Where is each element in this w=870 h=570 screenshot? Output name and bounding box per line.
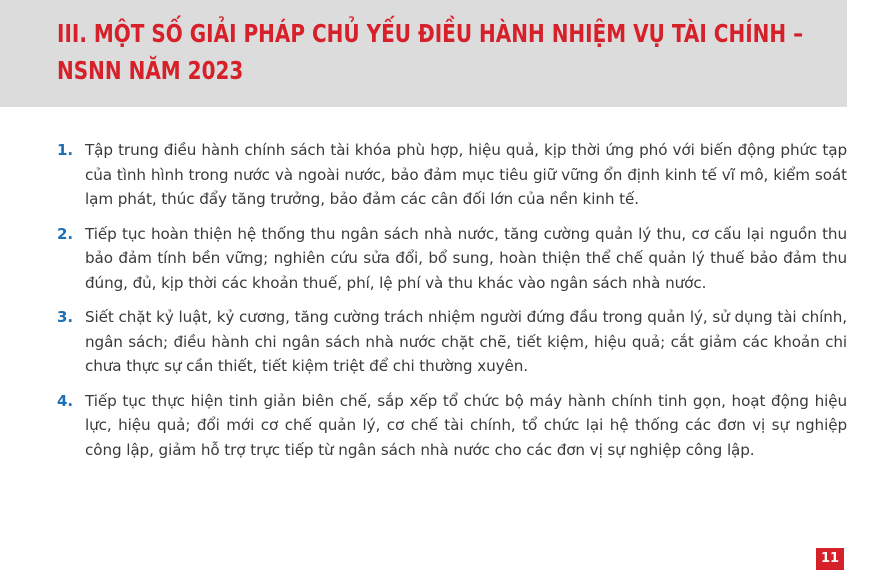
item-text: Tiếp tục thực hiện tinh giản biên chế, sắp xếp tổ chức bộ máy hành chính tinh gọn, hoạt động hiệu lực, hiệu quả; đổi mới cơ chế quản lý, cơ chế tài chính, tổ chức lại hệ thống các đơn vị sự nghiệp công lập, giảm hỗ trợ trực tiếp từ ngân sách nhà nước cho các đơn vị sự nghiệp công lập.: [85, 391, 847, 459]
list-item: [57, 389, 857, 463]
list-item: [57, 138, 857, 212]
item-number: 1.: [57, 141, 74, 159]
list-item: [57, 305, 857, 379]
item-number: 4.: [57, 391, 74, 410]
header-band: [0, 0, 847, 107]
list-item: [57, 222, 857, 296]
item-number: 3.: [57, 308, 74, 326]
section-title: III. MỘT SỐ GIẢI PHÁP CHỦ YẾU ĐIỀU HÀNH NHIỆM VỤ TÀI CHÍNH – NSNN NĂM 2023: [57, 19, 804, 85]
solutions-list: [57, 138, 857, 472]
item-text: Siết chặt kỷ luật, kỷ cương, tăng cường trách nhiệm người đứng đầu trong quản lý, sử dụng tài chính, ngân sách; điều hành chi ngân sách nhà nước chặt chẽ, tiết kiệm, hiệu quả; cắt giảm các khoản chi chưa thực sự cần thiết, tiết kiệm triệt để chi thường xuyên.: [85, 308, 847, 375]
item-text: Tiếp tục hoàn thiện hệ thống thu ngân sách nhà nước, tăng cường quản lý thu, cơ cấu lại nguồn thu bảo đảm tính bền vững; nghiên cứu sửa đổi, bổ sung, hoàn thiện thể chế quản lý thuế bảo đảm thu đúng, đủ, kịp thời các khoản thuế, phí, lệ phí và thu khác vào ngân sách nhà nước.: [85, 224, 847, 292]
page-number-badge: 11: [816, 548, 844, 570]
item-text: Tập trung điều hành chính sách tài khóa phù hợp, hiệu quả, kịp thời ứng phó với biến động phức tạp của tình hình trong nước và ngoài nước, bảo đảm mục tiêu giữ vững ổn định kinh tế vĩ mô, kiểm soát lạm phát, thúc đẩy tăng trưởng, bảo đảm các cân đối lớn của nền kinh tế.: [85, 141, 847, 208]
item-number: 2.: [57, 224, 74, 243]
